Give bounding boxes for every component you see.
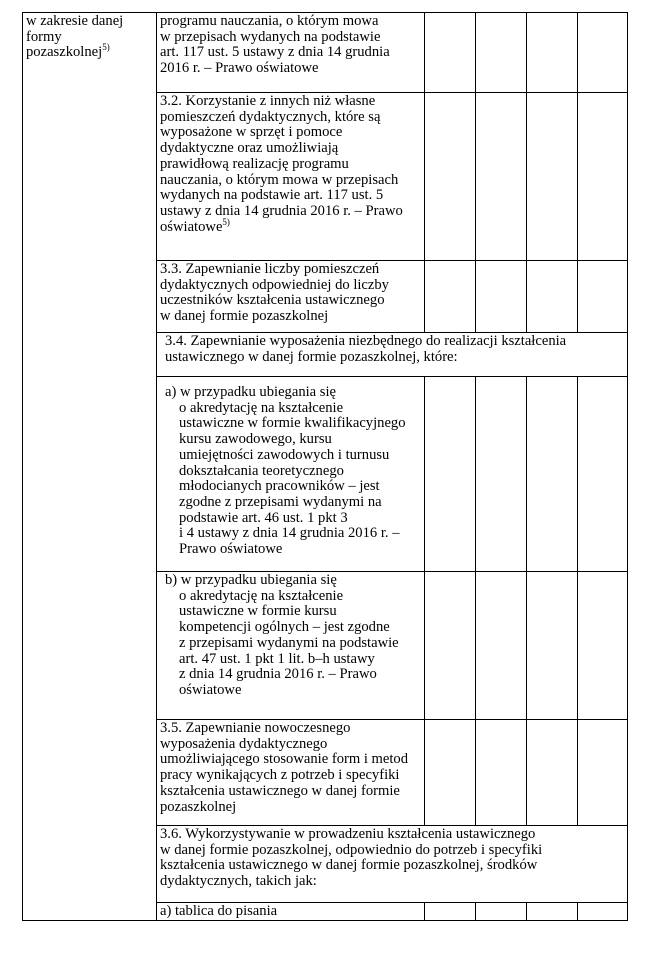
document-page <box>22 12 627 921</box>
empty-cell <box>527 93 578 261</box>
empty-cell <box>425 572 476 720</box>
footnote-ref: 5) <box>222 216 230 227</box>
empty-cell <box>578 572 628 720</box>
criterion-cell <box>157 261 425 333</box>
empty-cell <box>425 13 476 93</box>
empty-cell <box>425 377 476 572</box>
criterion-line: w danej formie pozaszkolnej <box>160 308 329 325</box>
criterion-cell-wide <box>157 826 628 903</box>
criterion-line: oświatowe <box>179 681 242 698</box>
criterion-cell <box>157 13 425 93</box>
empty-cell <box>425 261 476 333</box>
criterion-line: pracy wynikających z potrzeb i specyfiki <box>160 767 400 784</box>
empty-cell <box>476 261 527 333</box>
row-header-line: w zakresie danej <box>26 13 124 29</box>
criterion-line: ustawiczne w formie kwalifikacyjnego <box>179 415 406 432</box>
criterion-line: 3.5. Zapewnianie nowoczesnego <box>160 720 351 736</box>
empty-cell <box>527 720 578 826</box>
criterion-line: w danej formie pozaszkolnej, odpowiednio do potrzeb i specyfiki <box>160 841 543 858</box>
row-header-line: formy <box>26 28 62 45</box>
empty-cell <box>527 13 578 93</box>
empty-cell <box>578 903 628 921</box>
criterion-line: umiejętności zawodowych i turnusu <box>179 446 390 463</box>
criterion-line: 3.2. Korzystanie z innych niż własne <box>160 93 376 109</box>
criterion-cell <box>157 572 425 720</box>
criterion-line: Prawo oświatowe <box>179 541 283 558</box>
criterion-cell <box>157 903 425 921</box>
criterion-line: wydanych na podstawie art. 117 ust. 5 <box>160 187 384 204</box>
criterion-line: ustawicznego w danej formie pozaszkolnej, które: <box>165 348 458 365</box>
criterion-line: oświatowe$^{5)}$ <box>160 216 230 235</box>
empty-cell <box>425 93 476 261</box>
empty-cell <box>578 377 628 572</box>
criterion-line: ustawy z dnia 14 grudnia 2016 r. – Prawo <box>160 202 403 219</box>
empty-cell <box>527 903 578 921</box>
footnote-ref: 5) <box>102 42 110 53</box>
empty-cell <box>476 13 527 93</box>
criterion-line: nauczania, o którym mowa w przepisach <box>160 171 399 188</box>
criterion-line: dokształcania teoretycznego <box>179 462 344 479</box>
empty-cell <box>425 903 476 921</box>
criterion-line: dydaktycznych odpowiedniej do liczby <box>160 276 389 293</box>
criterion-line: ustawiczne w formie kursu <box>179 603 337 620</box>
criterion-line: kompetencji ogólnych – jest zgodne <box>179 619 390 636</box>
criterion-line: wyposażenia dydaktycznego <box>160 735 328 752</box>
criterion-line: młodocianych pracowników – jest <box>179 478 380 495</box>
criterion-line: podstawie art. 46 ust. 1 pkt 3 <box>179 509 348 526</box>
criterion-line: 2016 r. – Prawo oświatowe <box>160 60 319 77</box>
criterion-line: dydaktyczne oraz umożliwiają <box>160 140 339 157</box>
empty-cell <box>476 93 527 261</box>
criterion-line: art. 117 ust. 5 ustawy z dnia 14 grudnia <box>160 44 390 61</box>
criterion-line: b) w przypadku ubiegania się <box>165 572 337 588</box>
criterion-line: dydaktycznych, takich jak: <box>160 873 317 890</box>
empty-cell <box>578 261 628 333</box>
criterion-cell-wide <box>157 333 628 377</box>
empty-cell <box>476 572 527 720</box>
criterion-line: z przepisami wydanymi na podstawie <box>179 634 399 651</box>
criterion-line: kształcenia ustawicznego w danej formie pozaszkolnej, środków <box>160 857 538 874</box>
row-header-cell <box>23 13 157 921</box>
empty-cell <box>578 13 628 93</box>
empty-cell <box>476 720 527 826</box>
empty-cell <box>527 261 578 333</box>
criterion-line: a) w przypadku ubiegania się <box>165 384 337 400</box>
criterion-line: i 4 ustawy z dnia 14 grudnia 2016 r. – <box>179 525 400 542</box>
criterion-line: o akredytację na kształcenie <box>179 587 344 604</box>
criterion-line: pozaszkolnej <box>160 798 237 815</box>
criterion-line: programu nauczania, o którym mowa <box>160 13 379 29</box>
criteria-table <box>22 12 628 921</box>
criterion-cell <box>157 720 425 826</box>
criterion-line: umożliwiającego stosowanie form i metod <box>160 751 409 768</box>
empty-cell <box>527 377 578 572</box>
empty-cell <box>527 572 578 720</box>
row-header-line: pozaszkolnej$^{5)}$ <box>26 42 110 61</box>
criterion-line: kształcenia ustawicznego w danej formie <box>160 782 400 799</box>
criterion-line: art. 47 ust. 1 pkt 1 lit. b–h ustawy <box>179 650 375 667</box>
empty-cell <box>578 93 628 261</box>
criterion-line: kursu zawodowego, kursu <box>179 431 332 448</box>
criterion-line: zgodne z przepisami wydanymi na <box>179 493 382 510</box>
criterion-line: a) tablica do pisania <box>160 903 278 919</box>
criterion-line: uczestników kształcenia ustawicznego <box>160 292 385 309</box>
criterion-line: 3.6. Wykorzystywanie w prowadzeniu kształcenia ustawicznego <box>160 826 536 842</box>
criterion-line: z dnia 14 grudnia 2016 r. – Prawo <box>179 666 377 683</box>
criterion-line: w przepisach wydanych na podstawie <box>160 28 381 45</box>
criterion-line: wyposażone w sprzęt i pomoce <box>160 124 343 141</box>
criterion-line: 3.3. Zapewnianie liczby pomieszczeń <box>160 261 380 277</box>
criterion-line: o akredytację na kształcenie <box>179 399 344 416</box>
criterion-line: pomieszczeń dydaktycznych, które są <box>160 108 381 125</box>
criterion-cell <box>157 377 425 572</box>
empty-cell <box>425 720 476 826</box>
criterion-line: 3.4. Zapewnianie wyposażenia niezbędnego do realizacji kształcenia <box>165 333 567 349</box>
empty-cell <box>578 720 628 826</box>
criterion-line: prawidłową realizację programu <box>160 155 349 172</box>
empty-cell <box>476 903 527 921</box>
criterion-cell <box>157 93 425 261</box>
empty-cell <box>476 377 527 572</box>
table-row <box>23 13 628 93</box>
